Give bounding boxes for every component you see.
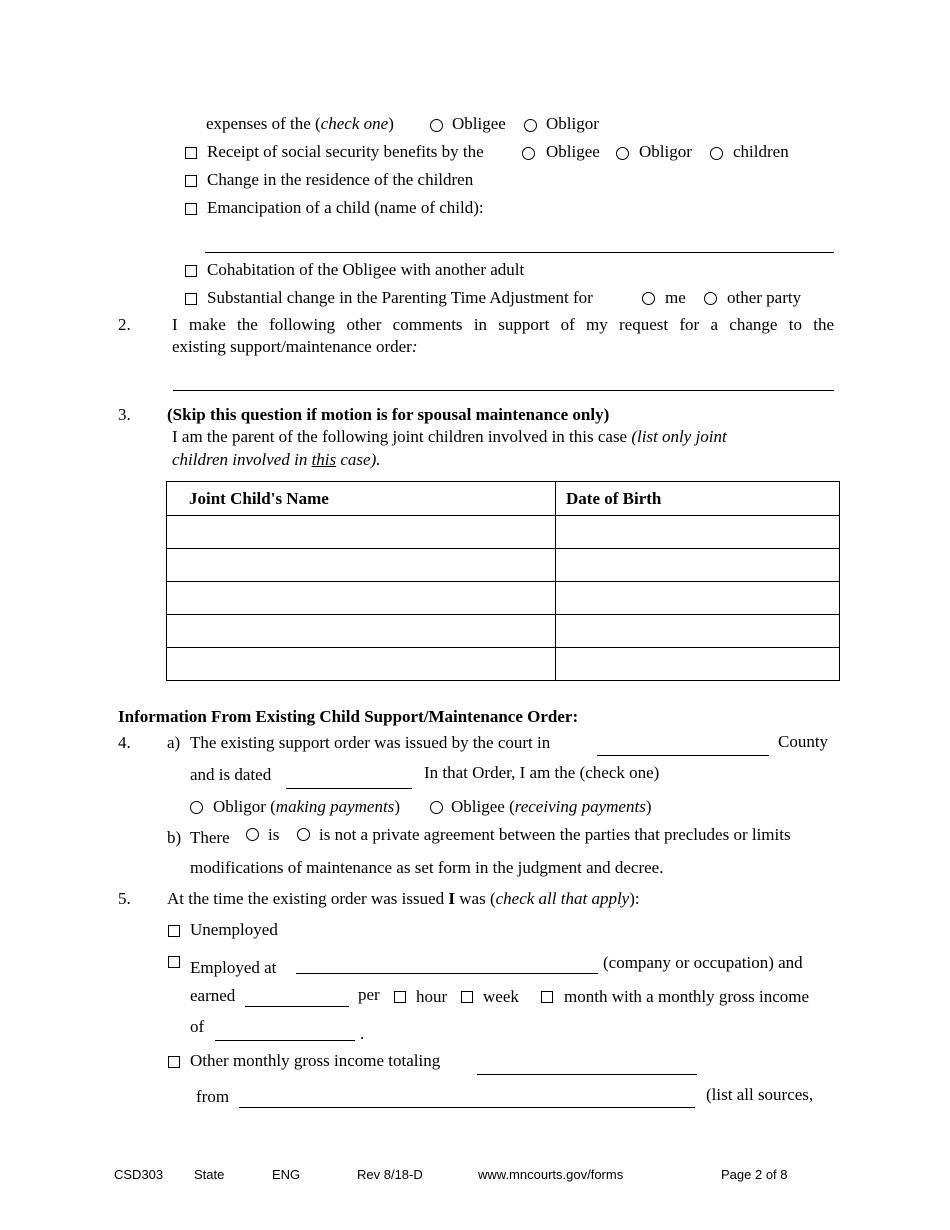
ss-obligee-radio[interactable]	[522, 147, 535, 160]
employer-field[interactable]	[296, 973, 598, 974]
child-name-cell[interactable]	[167, 648, 556, 681]
order-obligor-radio[interactable]	[190, 801, 203, 814]
parenting-other-radio[interactable]	[704, 292, 717, 305]
q4a-label: a)	[167, 733, 181, 752]
table-row	[167, 648, 840, 681]
parenting-me-radio[interactable]	[642, 292, 655, 305]
of-label: of	[190, 1017, 205, 1036]
agreement-is-radio[interactable]	[246, 828, 259, 841]
child-name-header: Joint Child's Name	[167, 482, 556, 516]
parenting-other-label: other party	[727, 288, 802, 307]
county-field[interactable]	[597, 755, 769, 756]
expenses-obligee-radio[interactable]	[430, 119, 443, 132]
employed-at-label: Employed at	[190, 958, 277, 977]
expenses-obligor-radio[interactable]	[524, 119, 537, 132]
unemployed-label: Unemployed	[190, 920, 278, 939]
ss-obligee-label: Obligee	[546, 142, 600, 161]
other-income-checkbox[interactable]	[168, 1056, 180, 1068]
table-header-row	[167, 482, 840, 516]
of-period: .	[360, 1024, 365, 1043]
footer-page-number: Page 2 of 8	[721, 1167, 788, 1182]
table-row	[167, 516, 840, 549]
footer-form-id: CSD303	[114, 1167, 164, 1182]
per-hour-checkbox[interactable]	[394, 991, 406, 1003]
parenting-me-label: me	[665, 288, 686, 307]
cohabitation-checkbox[interactable]	[185, 265, 197, 277]
income-sources-field[interactable]	[239, 1107, 695, 1108]
dated-label: and is dated	[190, 765, 272, 784]
per-month-label: month with a monthly gross income	[564, 987, 810, 1006]
order-obligee-radio[interactable]	[430, 801, 443, 814]
county-label: County	[778, 732, 829, 751]
q4b-label: b)	[167, 828, 182, 847]
expenses-obligor-label: Obligor	[546, 114, 599, 133]
q2-line2: existing support/maintenance order:	[172, 337, 418, 356]
there-label: There	[190, 828, 230, 847]
ss-children-label: children	[733, 142, 789, 161]
agreement-is-label: is	[268, 825, 280, 844]
from-label: from	[196, 1087, 230, 1106]
child-name-field[interactable]	[205, 252, 834, 253]
q5-number: 5.	[118, 889, 131, 908]
in-order-label: In that Order, I am the (check one)	[424, 763, 660, 782]
q2-comments-field[interactable]	[173, 390, 834, 391]
emancipation-checkbox[interactable]	[185, 203, 197, 215]
per-week-label: week	[483, 987, 519, 1006]
child-name-cell[interactable]	[167, 582, 556, 615]
social-security-label: Receipt of social security benefits by the	[207, 142, 484, 161]
order-obligee-label: Obligee (receiving payments)	[451, 797, 652, 816]
agreement-is-not-radio[interactable]	[297, 828, 310, 841]
footer-state: State	[194, 1167, 225, 1182]
q3-number: 3.	[118, 405, 131, 424]
child-name-cell[interactable]	[167, 516, 556, 549]
order-obligor-label: Obligor (making payments)	[213, 797, 400, 816]
q2-line1: I make the following other comments in support of my request for a change to the	[172, 315, 834, 334]
dob-cell[interactable]	[556, 516, 840, 549]
dob-cell[interactable]	[556, 615, 840, 648]
emancipation-label: Emancipation of a child (name of child):	[207, 198, 484, 217]
footer-url[interactable]: www.mncourts.gov/forms	[478, 1167, 624, 1182]
per-label: per	[358, 985, 380, 1004]
q4a-text: The existing support order was issued by the court in	[190, 733, 551, 752]
monthly-income-field[interactable]	[215, 1040, 355, 1041]
dob-cell[interactable]	[556, 582, 840, 615]
dob-cell[interactable]	[556, 549, 840, 582]
children-table	[166, 481, 840, 681]
other-income-field[interactable]	[477, 1074, 697, 1075]
dob-cell[interactable]	[556, 648, 840, 681]
cohabitation-label: Cohabitation of the Obligee with another adult	[207, 260, 525, 279]
ss-obligor-radio[interactable]	[616, 147, 629, 160]
unemployed-checkbox[interactable]	[168, 925, 180, 937]
q4b-line2: modifications of maintenance as set form in the judgment and decree.	[190, 858, 664, 877]
company-label: (company or occupation) and	[603, 953, 803, 972]
ss-children-radio[interactable]	[710, 147, 723, 160]
social-security-checkbox[interactable]	[185, 147, 197, 159]
other-income-label: Other monthly gross income totaling	[190, 1051, 441, 1070]
q3-line2: children involved in this case).	[172, 450, 381, 469]
agreement-is-not-label: is not a private agreement between the parties that precludes or limits	[319, 825, 791, 844]
child-name-cell[interactable]	[167, 549, 556, 582]
list-sources-label: (list all sources,	[706, 1085, 814, 1104]
earned-field[interactable]	[245, 1006, 349, 1007]
footer-rev: Rev 8/18-D	[357, 1167, 423, 1182]
q4-number: 4.	[118, 733, 131, 752]
residence-checkbox[interactable]	[185, 175, 197, 187]
per-month-checkbox[interactable]	[541, 991, 553, 1003]
per-week-checkbox[interactable]	[461, 991, 473, 1003]
expenses-line: expenses of the (check one)	[206, 114, 394, 133]
residence-label: Change in the residence of the children	[207, 170, 474, 189]
q2-number: 2.	[118, 315, 131, 334]
table-row	[167, 615, 840, 648]
q3-line1: I am the parent of the following joint children involved in this case (list only joint	[172, 427, 727, 446]
q5-text: At the time the existing order was issued I was (check all that apply):	[167, 889, 640, 908]
expenses-obligee-label: Obligee	[452, 114, 506, 133]
existing-order-heading: Information From Existing Child Support/Maintenance Order:	[118, 707, 579, 726]
parenting-time-label: Substantial change in the Parenting Time Adjustment for	[207, 288, 593, 307]
earned-label: earned	[190, 986, 236, 1005]
table-row	[167, 582, 840, 615]
employed-checkbox[interactable]	[168, 956, 180, 968]
q3-heading: (Skip this question if motion is for spousal maintenance only)	[167, 405, 610, 424]
order-date-field[interactable]	[286, 788, 412, 789]
ss-obligor-label: Obligor	[639, 142, 692, 161]
parenting-time-checkbox[interactable]	[185, 293, 197, 305]
footer-lang: ENG	[272, 1167, 301, 1182]
child-name-cell[interactable]	[167, 615, 556, 648]
per-hour-label: hour	[416, 987, 448, 1006]
table-row	[167, 549, 840, 582]
date-of-birth-header: Date of Birth	[556, 482, 840, 516]
